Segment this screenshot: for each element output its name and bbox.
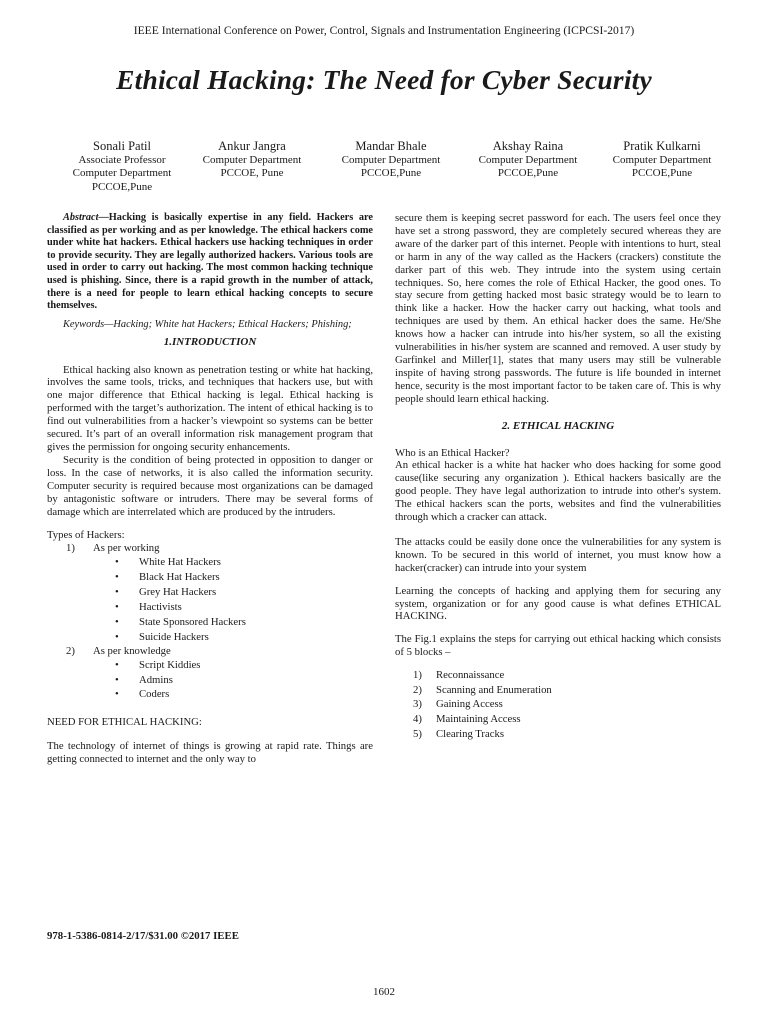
author-4 [463,138,593,181]
list-item: • State Sponsored Hackers [47,615,373,630]
author-name: Akshay Raina [492,139,564,153]
list-item: 2) As per knowledge [66,644,171,657]
attacks-paragraph: The attacks could be easily done once the vulnerabilities for any system is known. To be secured in this world of internet, you must know how a hacker(cracker) can intrude into your system [395,535,721,574]
author-5 [598,138,726,181]
author-affiliation: PCCOE,Pune [631,167,693,180]
types-heading: Types of Hackers: [47,529,125,542]
left-column [47,212,373,766]
section-heading-introduction: 1.INTRODUCTION [163,335,257,348]
author-affiliation: PCCOE,Pune [360,167,422,180]
author-affiliation: Computer Department [202,154,302,166]
author-name: Pratik Kulkarni [623,139,701,153]
list-item: 1) Reconnaissance [413,669,505,682]
author-affiliation: Computer Department [478,154,578,166]
author-name: Mandar Bhale [355,139,427,153]
paper-title: Ethical Hacking: The Need for Cyber Security [116,64,652,95]
intro-paragraph-1: Ethical hacking also known as penetration testing or white hat hacking, involves the same tools, tricks, and techniques that hackers use, but with one major difference that Ethical hacking is legal. Ethical hacking is performed with the target’s authorization. The intent of ethical hacking is to find out vulnerabilities from a hacker’s viewpoint so systems can be better secured. It’s part of an overall information risk management program that gives the permission for ongoing security enhancements. [47,363,373,453]
intro-paragraph-2: Security is the condition of being protected in opposition to danger or loss. In the case of networks, it is also called the information security. Computer security is required because most organizations can be damaged by antagonistic software or intruders. There may be several forms of damage which are interrelated which are produced by the intruders. [47,453,373,518]
right-paragraph-1: secure them is keeping secret password for each. The users feel once they have set a strong password, they are completely secured whereas they are aware of the darker part of this internet. People with intentions to hurt, steal or harm in any of the way called as the Hackers (crackers) constitute the darker part of this web. They intrude into the system using certain techniques. So, here comes the role of Ethical Hacker, the good ones. To stay secure from getting hacked most basic strategy would be to learn to think like a hacker. How the hacker carry out hacking, what tools and techniques are used by them. An ethical hacker does the same. He/She knows how a hacker can intrude into his/her system, so all the existing vulnerabilities in his/her system are scanned and removed. A user study by Garfinkel and Miller[1], states that many users may still be vulnerable inspite of having strong passwords. The future is life bounded in internet hence, security is the most important factor to be taken care of. This is why people should learn ethical hacking. [395,212,721,405]
need-heading: NEED FOR ETHICAL HACKING: [47,716,202,729]
list-item: 4) Maintaining Access [413,712,521,725]
keywords: Keywords—Hacking; White hat Hackers; Ethical Hackers; Phishing; [63,318,352,330]
list-item: • Script Kiddies [47,658,373,673]
working-types-list [47,555,373,644]
list-item: • Suicide Hackers [47,630,373,645]
list-item: 3) Gaining Access [413,698,503,711]
hacking-steps-list [395,668,721,741]
hacker-types-list [47,542,373,555]
abstract [47,212,373,313]
need-paragraph: The technology of internet of things is growing at rapid rate. Things are getting connected to internet and the only way to [47,740,373,766]
author-affiliation: PCCOE,Pune [91,180,153,193]
author-name: Ankur Jangra [218,139,286,153]
fig-paragraph: The Fig.1 explains the steps for carrying out ethical hacking which consists of 5 blocks – [395,633,721,659]
list-item: • Coders [47,687,373,702]
copyright-footer: 978-1-5386-0814-2/17/$31.00 ©2017 IEEE [47,930,239,942]
author-affiliation: Computer Department [612,154,712,166]
author-affiliation: Associate Professor [78,154,166,166]
section-heading-ethical-hacking: 2. ETHICAL HACKING [501,419,615,432]
right-column [395,212,721,741]
list-item: • Black Hat Hackers [47,570,373,585]
list-item: • Hactivists [47,600,373,615]
author-affiliation: Computer Department [72,167,172,180]
author-1 [57,138,187,194]
page-number: 1602 [373,986,395,998]
list-item: • Grey Hat Hackers [47,585,373,600]
list-item: • Admins [47,673,373,688]
author-affiliation: PCCOE,Pune [497,167,559,180]
list-item: 5) Clearing Tracks [413,727,504,740]
author-name: Sonali Patil [93,139,151,153]
author-2 [193,138,311,181]
list-item: 2) Scanning and Enumeration [413,683,552,696]
who-paragraph: An ethical hacker is a white hat hacker who does hacking for some good cause(like securing any organization ). Ethical hackers basically are the good people. They have legal authorization to intrude into other's system. The ethical hackers scan the ports, websites and find the vulnerabilities through which a cracker can attack. [395,459,721,524]
author-affiliation: Computer Department [341,154,441,166]
knowledge-types-list [47,658,373,703]
who-heading: Who is an Ethical Hacker? [395,446,510,459]
author-3 [327,138,455,181]
abstract-text: —Hacking is basically expertise in any field. Hackers are classified as per working and as per knowledge. The ethical hackers come under white hat hackers. Ethical hackers use hacking techniques in order to provide security. They are legally authorized hackers. Various tools are used in order to carry out hacking. The most common hacking technique used is phishing. Since, there is a rapid growth in the number of attack, there is a need for people to learn ethical hacking concepts to secure themselves. [47,212,373,312]
list-item: 1) As per working [66,542,160,555]
abstract-label: Abstract [63,212,99,223]
hacker-types-list [47,645,373,658]
author-affiliation: PCCOE, Pune [220,167,284,180]
conference-header: IEEE International Conference on Power, Control, Signals and Instrumentation Engineering (ICPCSI-2017) [133,24,635,37]
list-item: • White Hat Hackers [47,555,373,570]
learning-paragraph: Learning the concepts of hacking and applying them for securing any system, organization or for any good cause is what defines ETHICAL HACKING. [395,584,721,623]
